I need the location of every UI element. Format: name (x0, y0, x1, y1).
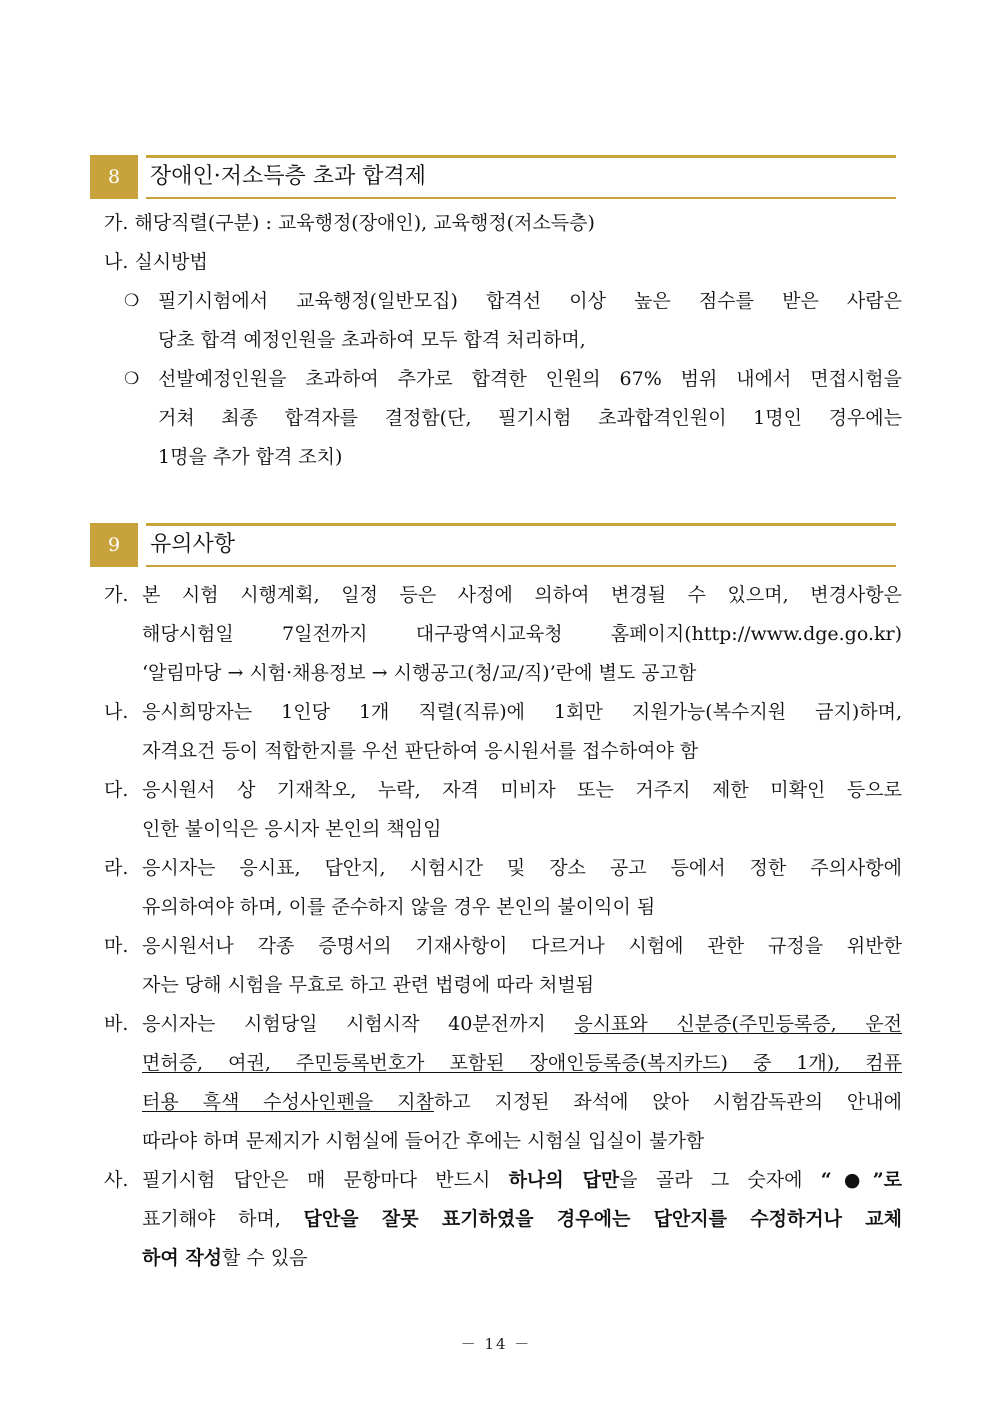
bold-text: 하나의 답만 (508, 1169, 620, 1191)
bullet-text: 1명을 추가 합격 조치) (158, 446, 343, 468)
plain-text: 하고 지정된 좌석에 앉아 시험감독관의 안내에 (433, 1091, 902, 1113)
header-rule-bottom (146, 565, 896, 567)
page-number: － 14 － (460, 1335, 532, 1353)
item-marker: 바. (104, 1013, 129, 1035)
underlined-text: 면허증, 여권, 주민등록번호가 포함된 장애인등록증(복지카드) 중 1개), 컴퓨 (142, 1052, 902, 1074)
item-ga (104, 210, 595, 236)
item-marker: 가. (104, 212, 129, 234)
item-text (142, 1011, 902, 1037)
item-text: ‘알림마당 → 시험·채용정보 → 시행공고(청/교/직)’란에 별도 공고함 (142, 662, 697, 684)
header-rule-top (146, 523, 896, 526)
bold-text: “●”로 (820, 1169, 902, 1191)
item-text (142, 1167, 902, 1193)
item-text: 실시방법 (134, 251, 208, 273)
plain-text: 응시자는 시험당일 시험시작 40분전까지 (142, 1013, 575, 1035)
underlined-text: 터용 흑색 수성사인펜을 지참 (142, 1091, 434, 1113)
item-text: 자는 당해 시험을 무효로 하고 관련 법령에 따라 처벌됨 (142, 974, 595, 996)
item-marker: 나. (104, 701, 129, 723)
bullet-text: 필기시험에서 교육행정(일반모집) 합격선 이상 높은 점수를 받은 사람은 (158, 290, 902, 312)
item-marker: 가. (104, 584, 129, 606)
item-marker: 다. (104, 779, 129, 801)
section-8-header (90, 155, 896, 199)
item-text: 자격요건 등이 적합한지를 우선 판단하여 응시원서를 접수하여야 함 (142, 740, 699, 762)
circle-bullet-icon: ❍ (124, 291, 140, 311)
plain-text: 필기시험 답안은 매 문항마다 반드시 (142, 1169, 509, 1191)
section-title: 장애인·저소득층 초과 합격제 (150, 164, 427, 189)
item-marker: 마. (104, 935, 129, 957)
item-text: 응시희망자는 1인당 1개 직렬(직류)에 1회만 지원가능(복수지원 금지)하며, (142, 701, 902, 723)
item-text (142, 1206, 902, 1232)
item-text: 응시원서 상 기재착오, 누락, 자격 미비자 또는 거주지 제한 미확인 등으로 (142, 779, 902, 801)
bold-text: 답안을 잘못 표기하였을 경우에는 답안지를 수정하거나 교체 (303, 1208, 902, 1230)
item-marker: 라. (104, 857, 129, 879)
plain-text: 표기해야 하며, (142, 1208, 304, 1230)
item-text: 해당시험일 7일전까지 대구광역시교육청 홈페이지(http://www.dge.go.kr) (142, 623, 902, 645)
underlined-text: 응시표와 신분증(주민등록증, 운전 (574, 1013, 902, 1035)
bullet-text: 선발예정인원을 초과하여 추가로 합격한 인원의 67% 범위 내에서 면접시험을 (158, 368, 902, 390)
item-marker: 사. (104, 1169, 129, 1191)
section-9-header (90, 523, 896, 567)
item-text (142, 1089, 902, 1115)
item-text: 인한 불이익은 응시자 본인의 책임임 (142, 818, 442, 840)
bullet-text: 거쳐 최종 합격자를 결정함(단, 필기시험 초과합격인원이 1명인 경우에는 (158, 407, 902, 429)
circle-bullet-icon: ❍ (124, 369, 140, 389)
item-text (142, 1245, 308, 1271)
bullet-text: 당초 합격 예정인원을 초과하여 모두 합격 처리하며, (158, 329, 586, 351)
item-text: 본 시험 시행계획, 일정 등은 사정에 의하여 변경될 수 있으며, 변경사항은 (142, 584, 902, 606)
item-text: 해당직렬(구분) : 교육행정(장애인), 교육행정(저소득층) (134, 212, 595, 234)
item-text: 유의하여야 하며, 이를 준수하지 않을 경우 본인의 불이익이 됨 (142, 896, 656, 918)
item-text: 따라야 하며 문제지가 시험실에 들어간 후에는 시험실 입실이 불가함 (142, 1130, 705, 1152)
item-text (142, 1050, 902, 1076)
plain-text: 할 수 있음 (222, 1247, 308, 1269)
section-number-badge: 8 (90, 155, 138, 199)
plain-text: 을 골라 그 숫자에 (619, 1169, 821, 1191)
section-title: 유의사항 (150, 532, 236, 557)
item-text: 응시원서나 각종 증명서의 기재사항이 다르거나 시험에 관한 규정을 위반한 (142, 935, 902, 957)
item-text: 응시자는 응시표, 답안지, 시험시간 및 장소 공고 등에서 정한 주의사항에 (142, 857, 902, 879)
section-number-badge: 9 (90, 523, 138, 567)
item-na (104, 249, 208, 275)
item-marker: 나. (104, 251, 129, 273)
bold-text: 하여 작성 (142, 1247, 223, 1269)
